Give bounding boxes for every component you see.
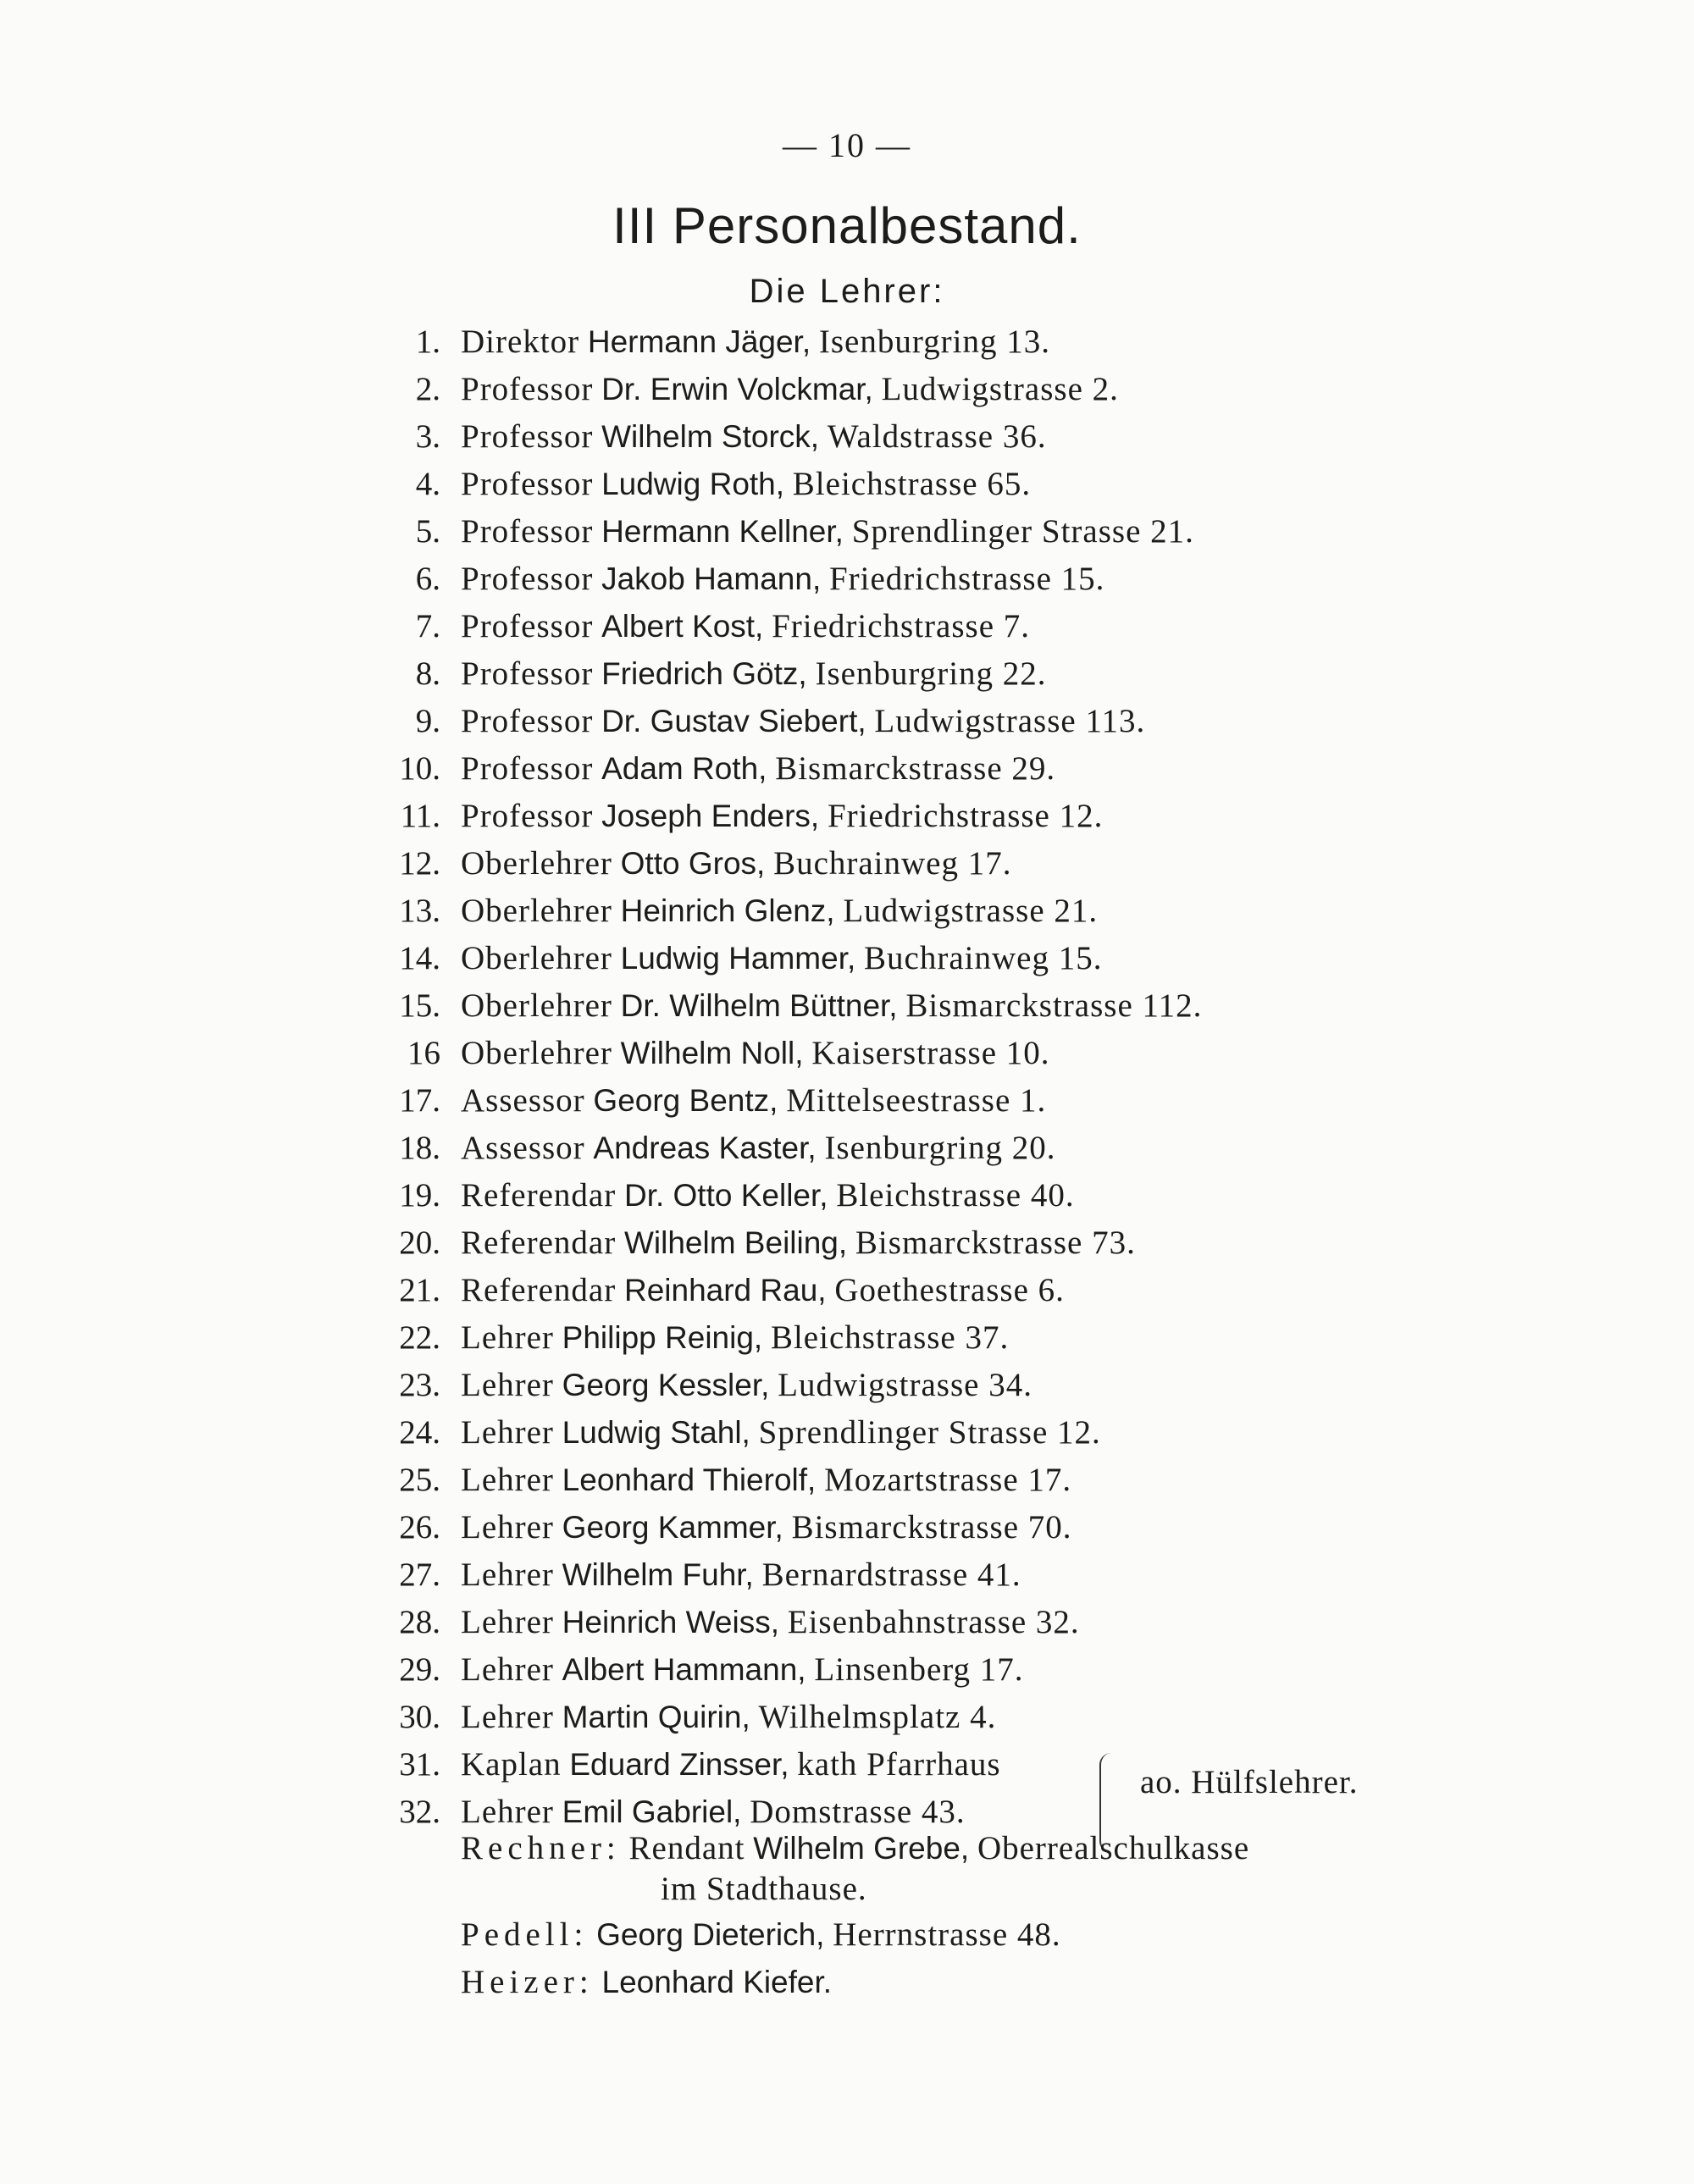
teacher-name: Heinrich Weiss, [562,1605,779,1639]
teacher-title: Oberlehrer [461,940,612,976]
teacher-title: Professor [461,561,594,597]
item-number: 13. [399,893,440,929]
item-number: 7. [415,608,440,644]
teacher-address: Bismarckstrasse 73. [855,1225,1136,1261]
teacher-address: Isenburgring 13. [818,323,1050,360]
teacher-address: kath Pfarrhaus [797,1746,1001,1783]
item-text [461,461,1031,508]
item-number: 14. [399,940,440,976]
section-title: III Personalbestand. [612,197,1082,254]
teacher-title: Assessor [461,1082,585,1119]
teacher-title: Lehrer [461,1414,554,1451]
teacher-address: Mittelseestrasse 1. [786,1082,1047,1119]
side-note: ao. Hülfslehrer. [1140,1764,1359,1800]
page-number: — 10 — [783,126,911,164]
rechner-place: Oberrealschulkasse [977,1830,1250,1866]
teacher-address: Isenburgring 22. [815,655,1047,692]
teacher-title: Professor [461,513,594,550]
teacher-title: Referendar [461,1225,617,1261]
list-item [0,1694,1694,1741]
teacher-title: Lehrer [461,1651,554,1688]
list-item [0,1219,1694,1267]
pedell-address: Herrnstrasse 48. [833,1916,1061,1953]
item-text [461,1741,1001,1789]
item-text [461,1504,1072,1551]
item-number: 21. [399,1272,440,1308]
teacher-title: Oberlehrer [461,987,612,1024]
item-text [461,413,1047,461]
teacher-name: Adam Roth, [601,751,767,786]
teacher-name: Leonhard Thierolf, [562,1462,817,1497]
item-text [461,1219,1136,1267]
teacher-title: Oberlehrer [461,893,612,929]
item-number: 20. [399,1225,440,1261]
item-text [461,935,1102,982]
teacher-address: Mozartstrasse 17. [824,1462,1072,1498]
teacher-title: Professor [461,750,594,787]
teacher-name: Dr. Gustav Siebert, [601,704,866,738]
rechner-title: Rendant [628,1830,745,1866]
teacher-title: Lehrer [461,1556,554,1593]
teacher-address: Bismarckstrasse 29. [775,750,1056,787]
item-text [461,603,1030,650]
item-text [461,1551,1021,1599]
list-item [0,887,1694,935]
teacher-title: Professor [461,655,594,692]
teacher-name: Ludwig Roth, [601,467,785,501]
teacher-name: Heinrich Glenz, [620,893,835,928]
teacher-name: Georg Bentz, [593,1083,778,1118]
list-item [0,1125,1694,1172]
teacher-name: Ludwig Hammer, [620,941,856,976]
teacher-title: Lehrer [461,1462,554,1498]
teacher-title: Lehrer [461,1699,554,1735]
heizer-name: Leonhard Kiefer. [601,1965,833,1999]
teacher-address: Ludwigstrasse 21. [843,893,1099,929]
teacher-address: Bismarckstrasse 112. [905,987,1203,1024]
list-item [0,413,1694,461]
teacher-address: Domstrasse 43. [750,1794,966,1830]
teacher-title: Oberlehrer [461,845,612,882]
teacher-address: Ludwigstrasse 113. [874,703,1146,739]
teacher-name: Wilhelm Beiling, [623,1225,848,1260]
item-text [461,887,1098,935]
item-text [461,508,1194,556]
item-number: 2. [415,371,440,407]
teacher-address: Buchrainweg 17. [773,845,1012,882]
teacher-name: Dr. Otto Keller, [623,1178,828,1213]
item-number: 30. [399,1699,440,1735]
item-number: 32. [399,1794,440,1830]
teacher-title: Lehrer [461,1509,554,1545]
teacher-address: Buchrainweg 15. [864,940,1103,976]
teacher-title: Professor [461,466,594,502]
teacher-name: Martin Quirin, [562,1700,750,1734]
teacher-title: Professor [461,418,594,455]
list-item [0,935,1694,982]
item-text [461,1409,1101,1457]
list-item [0,1457,1694,1504]
teacher-name: Otto Gros, [620,846,766,881]
staff-pedell [461,1916,1061,1954]
teacher-name: Jakob Hamann, [601,561,822,596]
item-text [461,556,1104,603]
teacher-address: Sprendlinger Strasse 21. [851,513,1194,550]
item-number: 17. [399,1082,440,1119]
teacher-name: Andreas Kaster, [593,1131,817,1165]
pedell-label: Pedell: [461,1916,589,1953]
teacher-name: Hermann Jäger, [587,324,811,359]
teacher-title: Lehrer [461,1367,554,1403]
teacher-name: Emil Gabriel, [562,1794,742,1829]
teacher-address: Wilhelmsplatz 4. [758,1699,997,1735]
teacher-address: Isenburgring 20. [824,1130,1056,1166]
teacher-address: Bernardstrasse 41. [761,1556,1021,1593]
item-text [461,1267,1065,1314]
teacher-name: Dr. Wilhelm Büttner, [620,988,898,1023]
item-number: 1. [415,323,440,360]
list-item [0,745,1694,793]
item-text [461,1457,1071,1504]
item-number: 24. [399,1414,440,1451]
teacher-name: Wilhelm Fuhr, [562,1557,754,1592]
list-item [0,603,1694,650]
teacher-title: Kaplan [461,1746,562,1783]
item-number: 10. [399,750,440,787]
teacher-address: Ludwigstrasse 34. [778,1367,1032,1403]
list-item [0,1077,1694,1125]
item-number: 18. [399,1130,440,1166]
item-number: 19. [399,1177,440,1214]
list-item [0,1172,1694,1219]
item-number: 4. [415,466,440,502]
list-item [0,698,1694,745]
teacher-name: Joseph Enders, [601,799,820,833]
teacher-title: Professor [461,798,594,834]
staff-heizer [461,1963,832,2001]
item-text [461,1599,1080,1646]
item-text [461,1694,996,1741]
list-item [0,318,1694,366]
list-item [0,1362,1694,1409]
teacher-title: Professor [461,703,594,739]
list-item [0,650,1694,698]
teacher-title: Lehrer [461,1794,554,1830]
teacher-address: Goethestrasse 6. [834,1272,1065,1308]
list-item [0,1551,1694,1599]
teacher-name: Wilhelm Storck, [601,419,820,454]
item-text [461,1646,1024,1694]
item-number: 3. [415,418,440,455]
teacher-title: Assessor [461,1130,585,1166]
teacher-address: Linsenberg 17. [814,1651,1024,1688]
teacher-address: Sprendlinger Strasse 12. [758,1414,1101,1451]
item-number: 28. [399,1604,440,1640]
teacher-title: Lehrer [461,1319,554,1356]
list-item [0,1741,1694,1789]
item-text [461,1077,1046,1125]
teacher-address: Bleichstrasse 65. [792,466,1032,502]
teacher-name: Albert Kost, [601,609,764,644]
list-item [0,461,1694,508]
list-item [0,556,1694,603]
item-number: 6. [415,561,440,597]
teacher-title: Professor [461,371,594,407]
teacher-name: Georg Kessler, [562,1368,770,1402]
teacher-address: Ludwigstrasse 2. [881,371,1119,407]
teacher-address: Bleichstrasse 40. [836,1177,1075,1214]
heizer-label: Heizer: [461,1964,594,2000]
list-item [0,982,1694,1030]
list-item [0,1030,1694,1077]
teacher-title: Referendar [461,1177,617,1214]
list-item [0,1646,1694,1694]
list-item [0,1599,1694,1646]
teacher-address: Bismarckstrasse 70. [791,1509,1072,1545]
teacher-name: Ludwig Stahl, [562,1415,750,1450]
pedell-name: Georg Dieterich, [596,1917,825,1952]
teacher-title: Professor [461,608,594,644]
teacher-title: Referendar [461,1272,617,1308]
teacher-title: Direktor [461,323,580,360]
teacher-name: Friedrich Götz, [601,656,807,691]
staff-rechner [461,1829,1249,1867]
rechner-name: Wilhelm Grebe, [753,1831,970,1866]
teacher-name: Eduard Zinsser, [569,1747,789,1782]
subtitle: Die Lehrer: [749,273,945,310]
teacher-address: Friedrichstrasse 15. [828,561,1105,597]
rechner-continuation: im Stadthause. [661,1871,867,1907]
teacher-name: Reinhard Rau, [623,1273,827,1308]
list-item [0,1314,1694,1362]
item-number: 22. [399,1319,440,1356]
teacher-list [0,318,1694,1836]
item-number: 31. [399,1746,440,1783]
list-item [0,1409,1694,1457]
item-text [461,745,1055,793]
teacher-address: Waldstrasse 36. [827,418,1047,455]
teacher-title: Oberlehrer [461,1035,612,1071]
item-text [461,1030,1050,1077]
teacher-name: Philipp Reinig, [562,1320,763,1355]
list-item [0,840,1694,887]
teacher-address: Friedrichstrasse 12. [827,798,1104,834]
item-text [461,1172,1075,1219]
item-number: 23. [399,1367,440,1403]
teacher-name: Wilhelm Noll, [620,1036,804,1070]
item-text [461,1362,1032,1409]
item-number: 5. [415,513,440,550]
item-number: 8. [415,655,440,692]
list-item [0,508,1694,556]
item-number: 9. [415,703,440,739]
item-text [461,318,1050,366]
item-number: 11. [400,798,440,834]
item-text [461,840,1012,887]
item-text [461,1314,1009,1362]
teacher-name: Georg Kammer, [562,1510,783,1545]
list-item [0,1267,1694,1314]
item-text [461,366,1119,413]
teacher-address: Bleichstrasse 37. [770,1319,1010,1356]
item-number: 29. [399,1651,440,1688]
teacher-title: Lehrer [461,1604,554,1640]
teacher-name: Hermann Kellner, [601,514,844,549]
item-number: 26. [399,1509,440,1545]
item-number: 12. [399,845,440,882]
list-item [0,793,1694,840]
teacher-name: Dr. Erwin Volckmar, [601,372,873,406]
rechner-label: Rechner: [461,1830,621,1866]
item-number: 16 [407,1035,440,1071]
list-item [0,366,1694,413]
list-item [0,1504,1694,1551]
item-number: 15. [399,987,440,1024]
teacher-address: Eisenbahnstrasse 32. [787,1604,1080,1640]
item-text [461,982,1202,1030]
teacher-address: Kaiserstrasse 10. [811,1035,1050,1071]
item-number: 25. [399,1462,440,1498]
teacher-name: Albert Hammann, [562,1652,806,1687]
item-text [461,698,1145,745]
item-text [461,650,1047,698]
teacher-address: Friedrichstrasse 7. [772,608,1031,644]
item-text [461,1125,1056,1172]
item-text [461,793,1103,840]
item-number: 27. [399,1556,440,1593]
